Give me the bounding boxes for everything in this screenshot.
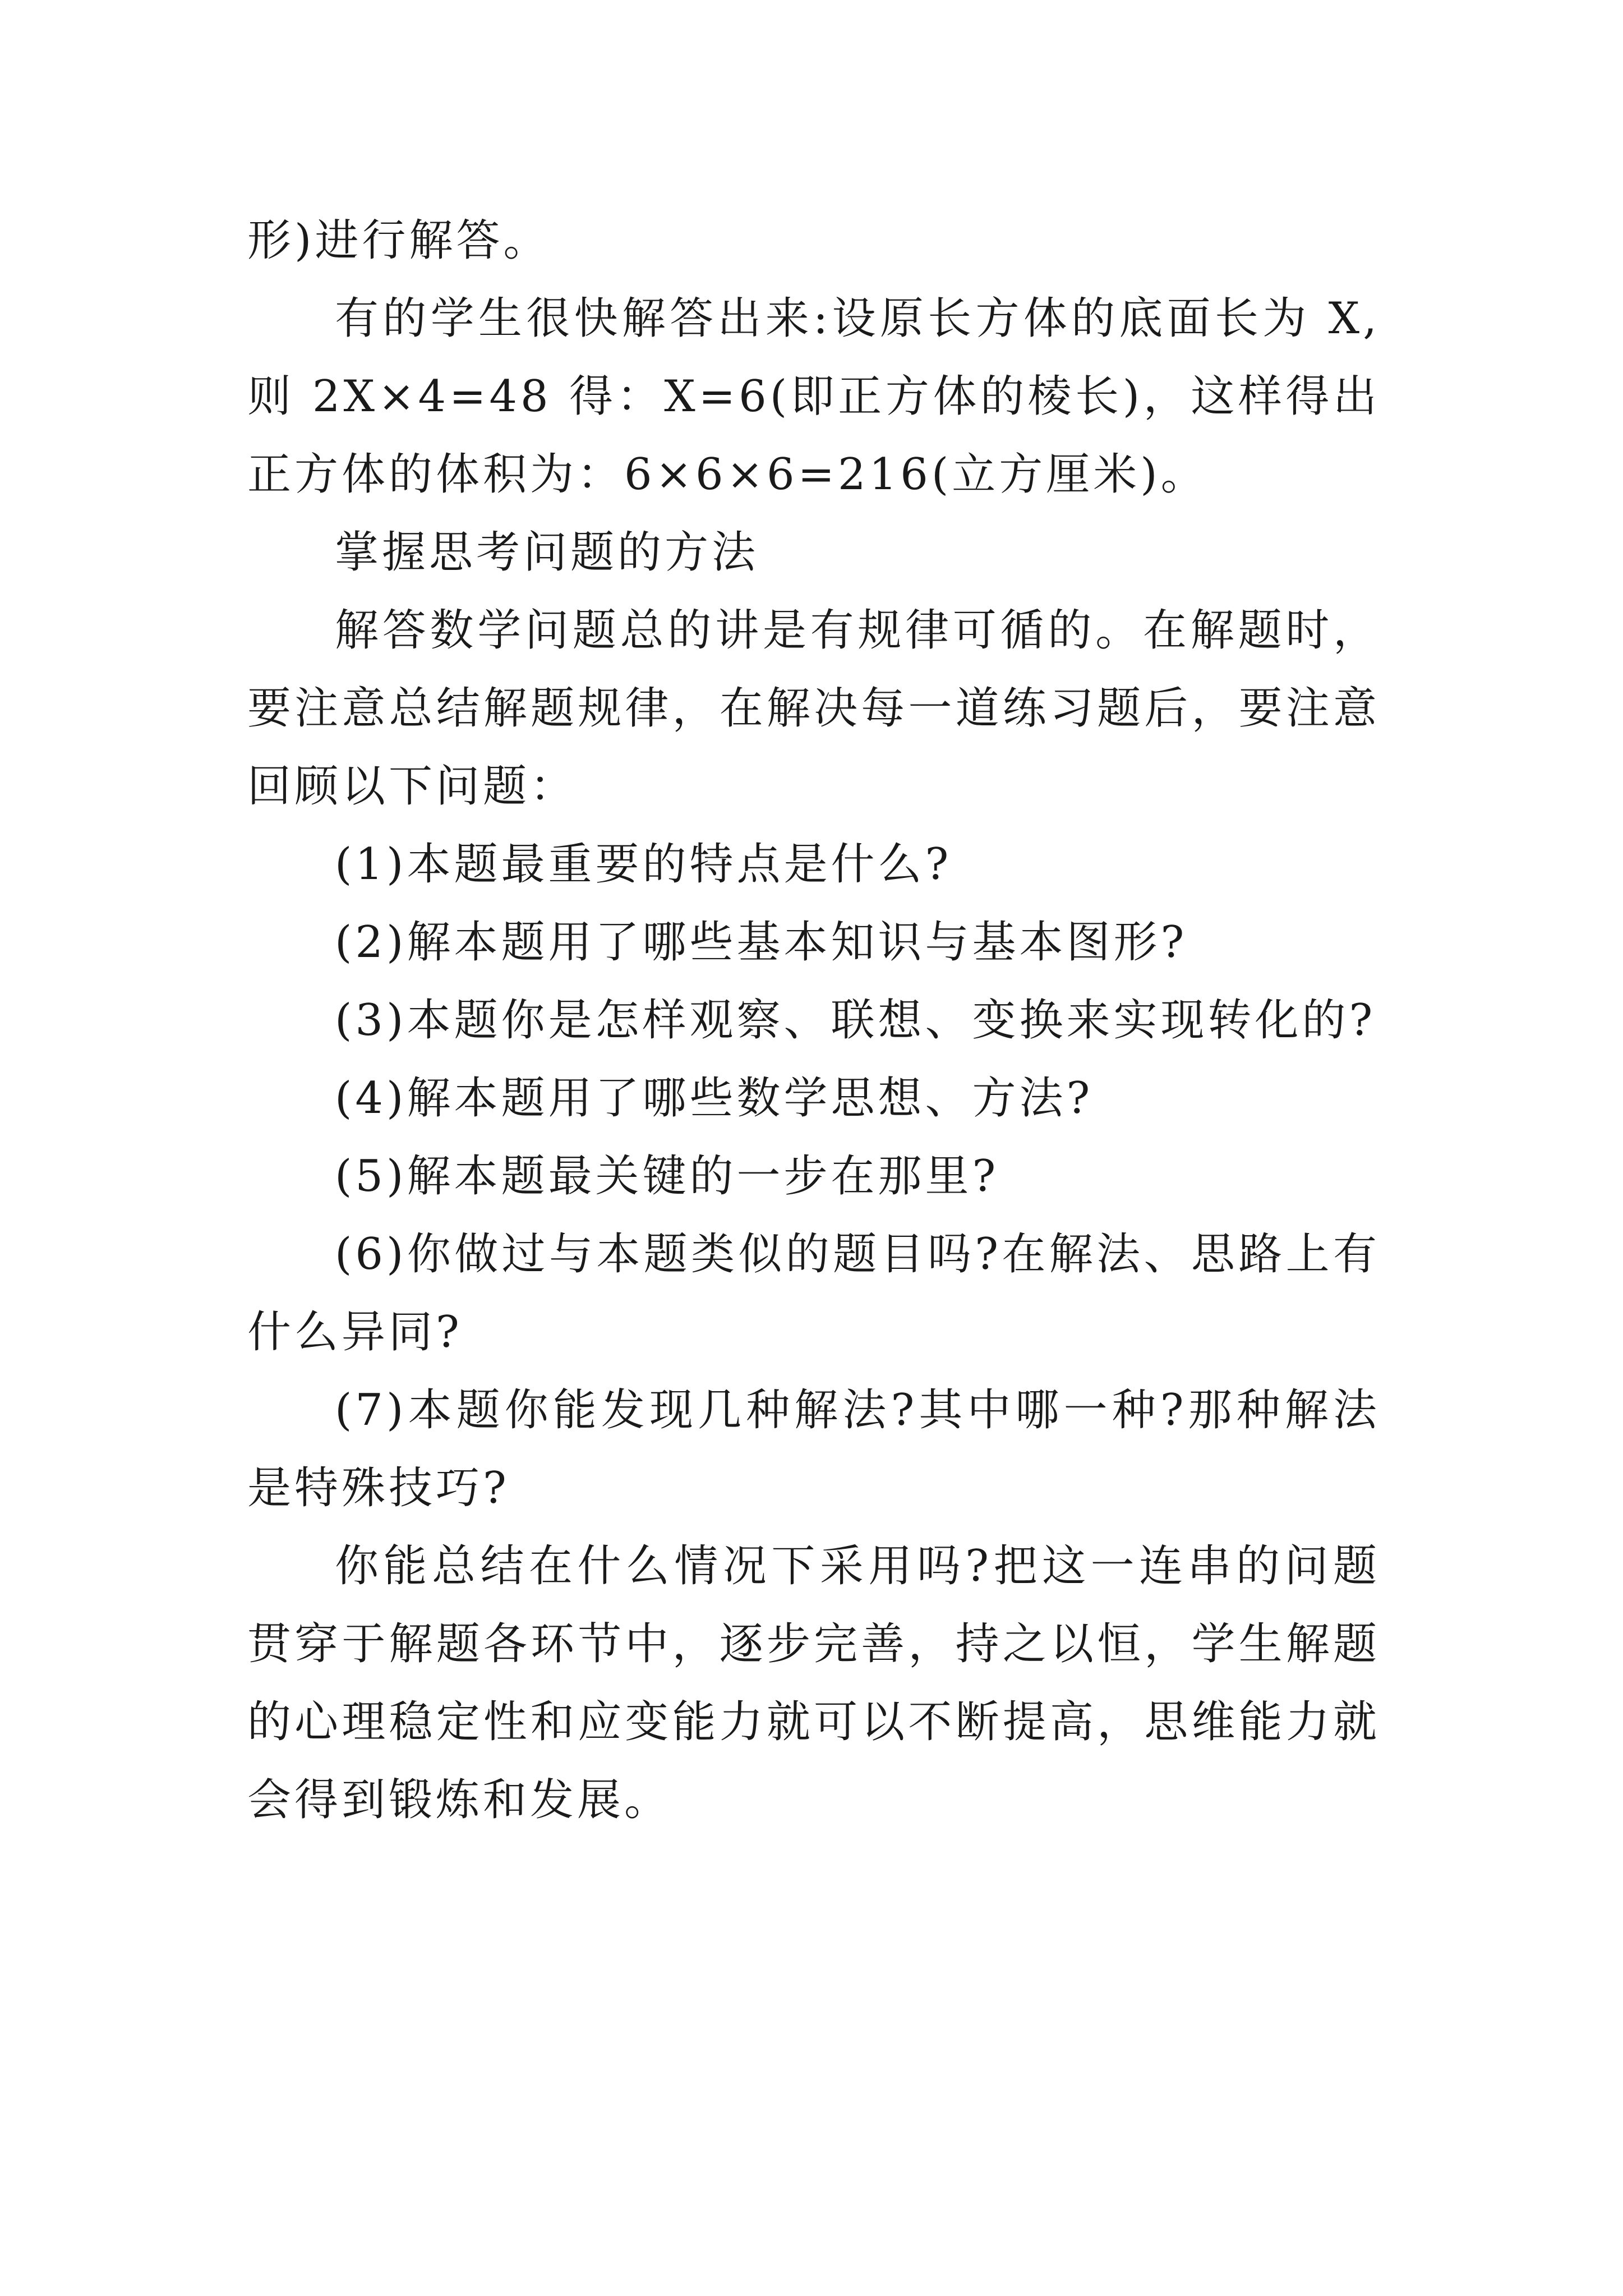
paragraph-continuation: 形)进行解答。 xyxy=(247,215,551,266)
section-heading: 掌握思考问题的方法 xyxy=(335,527,759,578)
list-item: (4)解本题用了哪些数学思想、方法? xyxy=(335,1073,1094,1124)
list-item: (7)本题你能发现几种解法?其中哪一种?那种解法是特殊技巧? xyxy=(247,1385,1380,1513)
list-item: (1)本题最重要的特点是什么? xyxy=(335,839,952,890)
paragraph-conclusion: 你能总结在什么情况下采用吗?把这一连串的问题贯穿于解题各环节中，逐步完善，持之以恒，学生解题的心理稳定性和应变能力就可以不断提高，思维能力就会得到锻炼和发展。 xyxy=(247,1541,1380,1825)
list-item: (6)你做过与本题类似的题目吗?在解法、思路上有什么异同? xyxy=(247,1229,1380,1358)
paragraph-intro: 解答数学问题总的讲是有规律可循的。在解题时，要注意总结解题规律，在解决每一道练习题后，要注意回顾以下问题： xyxy=(247,605,1380,812)
list-item: (2)解本题用了哪些基本知识与基本图形? xyxy=(335,917,1188,968)
paragraph-solution: 有的学生很快解答出来:设原长方体的底面长为 X,则 2X×4=48 得：X=6(即正方体的棱长)，这样得出正方体的体积为：6×6×6=216(立方厘米)。 xyxy=(247,293,1380,500)
list-item: (3)本题你是怎样观察、联想、变换来实现转化的? xyxy=(335,995,1376,1046)
document-body xyxy=(247,202,1380,1839)
list-item: (5)解本题最关键的一步在那里? xyxy=(335,1151,999,1202)
